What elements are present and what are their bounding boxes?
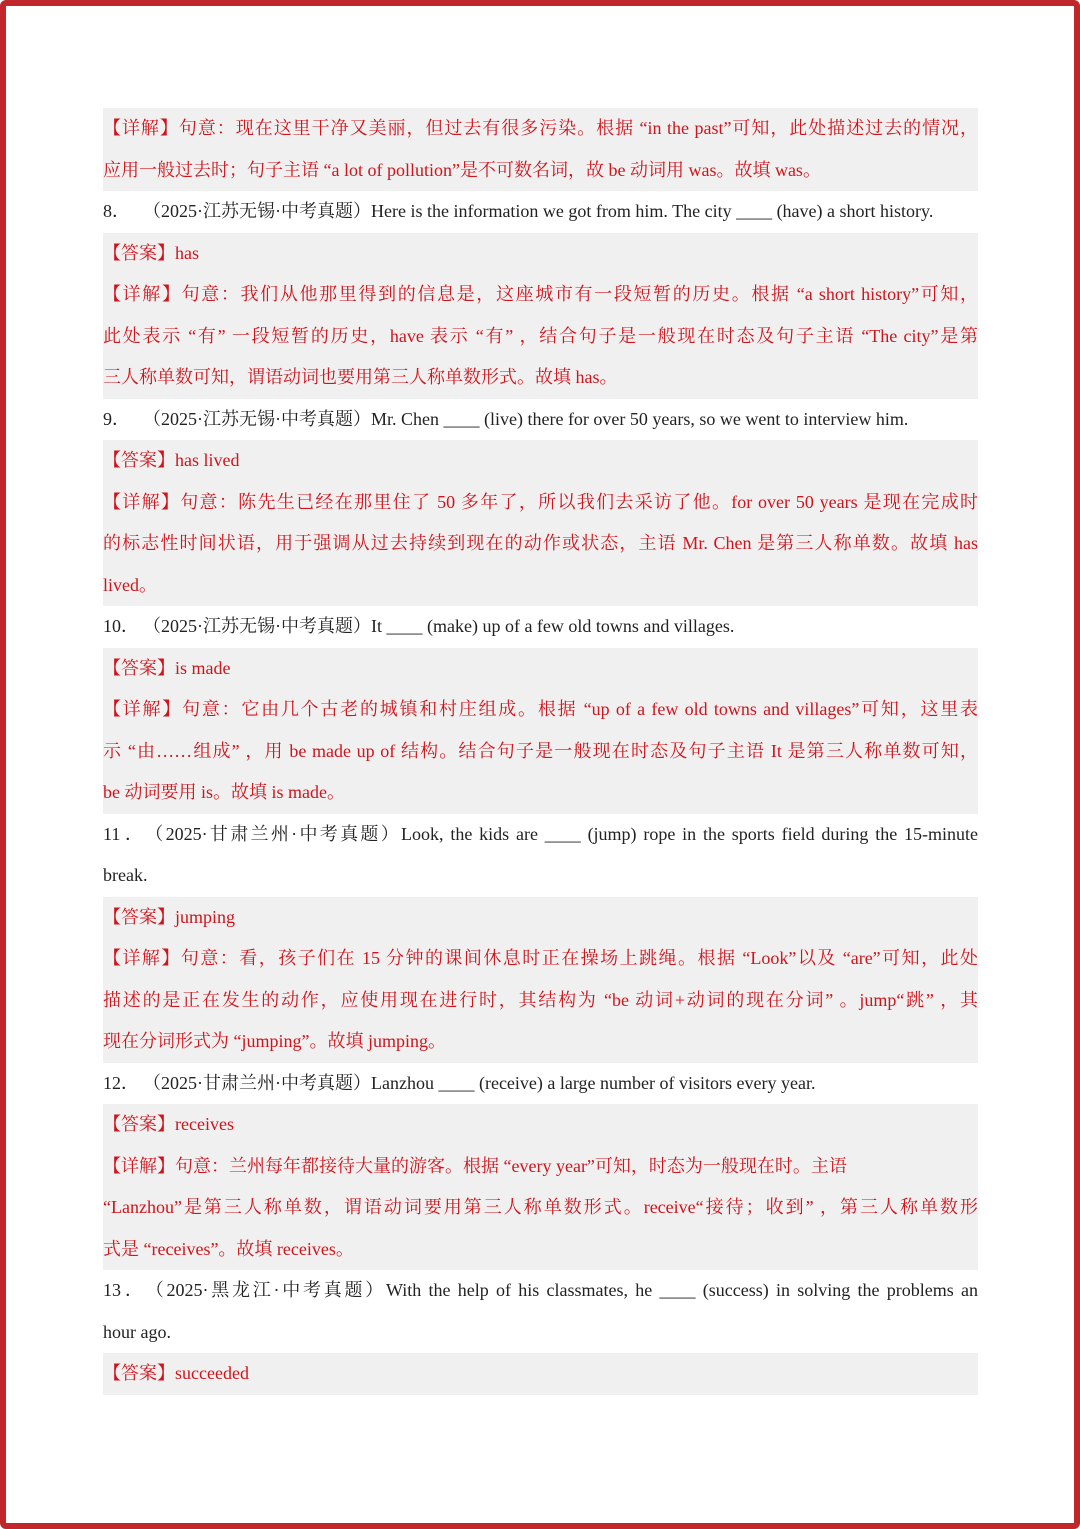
answer-value: has — [175, 242, 199, 263]
answer-value: is made — [175, 657, 231, 678]
question-number: 13． — [103, 1280, 143, 1300]
explain-line: 【详解】句意：看，孩子们在 15 分钟的课间休息时正在操场上跳绳。根据 “Look”以及 “are”可知，此处 — [103, 948, 978, 968]
explain-tag: 【详解】 — [103, 1155, 175, 1176]
q9-solution-block — [103, 440, 978, 606]
explain-tag: 【详解】 — [103, 491, 181, 512]
answer-line — [103, 897, 978, 939]
explain-line: 【详解】句意：兰州每年都接待大量的游客。根据 “every year”可知，时态为一般现在时。主语 — [103, 1155, 847, 1176]
answer-tag: 【答案】 — [103, 450, 175, 470]
question-11-cont: break. — [103, 865, 148, 885]
answer-line — [103, 440, 978, 482]
question-9: 9． （2025·江苏无锡·中考真题）Mr. Chen ____ (live) there for over 50 years, so we went to interview him. — [103, 399, 978, 441]
explain-line: 应用一般过去时；句子主语 “a lot of pollution”是不可数名词，故 be 动词用 was。故填 was。 — [103, 159, 821, 180]
explain-line: 【详解】句意：它由几个古老的城镇和村庄组成。根据 “up of a few old towns and villages”可知，这里表 — [103, 699, 978, 719]
explain-line: 此处表示 “有” 一段短暂的历史，have 表示 “有” ，结合句子是一般现在时态及句子主语 “The city”是第 — [103, 325, 978, 346]
question-13: 13．（2025·黑龙江·中考真题）With the help of his classmates, he ____ (success) in solving the problems an — [103, 1270, 978, 1312]
explain-line: 现在分词形式为 “jumping”。故填 jumping。 — [103, 1031, 446, 1051]
question-12: 12． （2025·甘肃兰州·中考真题）Lanzhou ____ (receive) a large number of visitors every year. — [103, 1063, 978, 1105]
explain-line: be 动词要用 is。故填 is made。 — [103, 782, 345, 802]
q8-solution-block — [103, 233, 978, 399]
answer-tag: 【答案】 — [103, 242, 175, 263]
answer-tag: 【答案】 — [103, 906, 175, 927]
answer-tag: 【答案】 — [103, 657, 175, 678]
explain-tag: 【详解】 — [103, 284, 182, 304]
explain-line: 【详解】句意：现在这里干净又美丽，但过去有很多污染。根据 “in the past”可知，此处描述过去的情况， — [103, 118, 978, 138]
question-10: 10． （2025·江苏无锡·中考真题）It ____ (make) up of a few old towns and villages. — [103, 606, 978, 648]
question-number: 11． — [103, 823, 143, 844]
answer-value: has lived — [175, 450, 240, 470]
explain-line: 式是 “receives”。故填 receives。 — [103, 1238, 354, 1259]
question-number: 10． — [103, 616, 139, 636]
answer-tag: 【答案】 — [103, 1363, 175, 1383]
explain-tag: 【详解】 — [103, 948, 181, 968]
answer-value: succeeded — [175, 1363, 249, 1383]
question-number: 12． — [103, 1072, 139, 1093]
answer-line — [103, 1353, 978, 1395]
question-number: 9． — [103, 408, 130, 429]
explain-line: 示 “由……组成” ，用 be made up of 结构。结合句子是一般现在时态及句子主语 It 是第三人称单数可知， — [103, 740, 978, 761]
answer-line — [103, 233, 978, 275]
explain-line: 三人称单数可知，谓语动词也要用第三人称单数形式。故填 has。 — [103, 367, 618, 387]
question-number: 8． — [103, 201, 130, 221]
q7-explain-block — [103, 108, 978, 191]
exercise-list — [103, 108, 978, 1395]
answer-line — [103, 1104, 978, 1146]
question-13-cont: hour ago. — [103, 1321, 171, 1342]
explain-line: 【详解】句意：我们从他那里得到的信息是，这座城市有一段短暂的历史。根据 “a short history”可知， — [103, 284, 978, 304]
answer-tag: 【答案】 — [103, 1114, 175, 1134]
q12-solution-block — [103, 1104, 978, 1270]
explain-line: “Lanzhou”是第三人称单数，谓语动词要用第三人称单数形式。receive“接待；收到” ，第三人称单数形 — [103, 1197, 978, 1217]
explain-line: lived。 — [103, 574, 157, 595]
answer-value: jumping — [175, 906, 236, 927]
explain-line: 的标志性时间状语，用于强调从过去持续到现在的动作或状态，主语 Mr. Chen 是第三人称单数。故填 has — [103, 533, 978, 553]
q11-solution-block — [103, 897, 978, 1063]
answer-line — [103, 648, 978, 690]
explain-tag: 【详解】 — [103, 699, 183, 719]
explain-line: 描述的是正在发生的动作，应使用现在进行时，其结构为 “be 动词+动词的现在分词” 。jump“跳” ，其 — [103, 989, 978, 1010]
question-8: 8． （2025·江苏无锡·中考真题）Here is the information we got from him. The city ____ (have) a short history. — [103, 191, 978, 233]
q13-solution-block — [103, 1353, 978, 1395]
explain-line: 【详解】句意：陈先生已经在那里住了 50 多年了，所以我们去采访了他。for over 50 years 是现在完成时 — [103, 491, 978, 512]
question-11: 11．（2025·甘肃兰州·中考真题）Look, the kids are ____ (jump) rope in the sports field during the 15-minute — [103, 814, 978, 856]
answer-value: receives — [175, 1114, 234, 1134]
explain-tag: 【详解】 — [103, 118, 179, 138]
q10-solution-block — [103, 648, 978, 814]
